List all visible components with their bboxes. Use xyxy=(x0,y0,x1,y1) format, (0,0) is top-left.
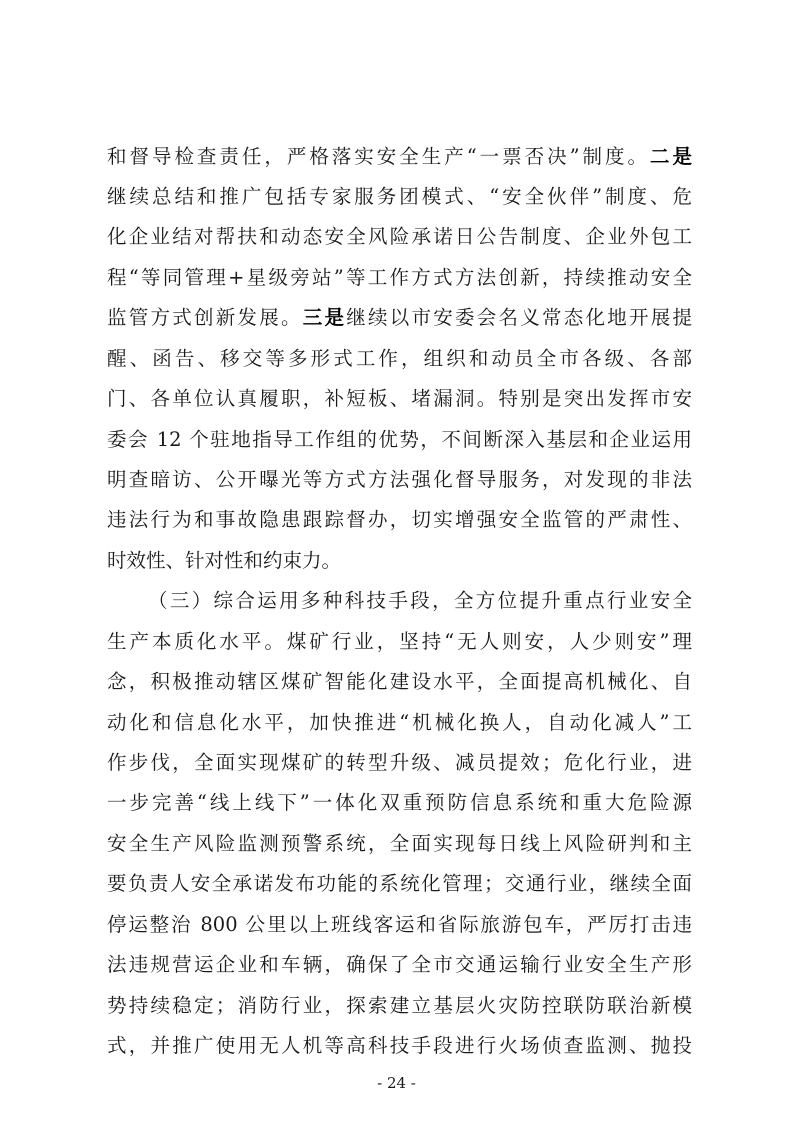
text-line xyxy=(107,217,692,257)
text-line xyxy=(107,703,692,743)
text-line xyxy=(107,177,692,217)
text-span: 生产本质化水平。煤矿行业，坚持“无人则安，人少则安”理 xyxy=(107,630,692,653)
bold-text-span: 三是 xyxy=(302,306,347,329)
text-span: 法违规营运企业和车辆，确保了全市交通运输行业安全生产形 xyxy=(107,953,692,976)
text-line xyxy=(107,783,692,823)
text-line xyxy=(107,743,692,783)
text-span: 门、各单位认真履职，补短板、堵漏洞。特别是突出发挥市安 xyxy=(107,387,692,410)
text-line xyxy=(107,622,692,662)
text-span: 醒、函告、移交等多形式工作，组织和动员全市各级、各部 xyxy=(107,347,692,370)
text-span: 违法行为和事故隐患跟踪督办，切实增强安全监管的严肃性、 xyxy=(107,508,692,531)
text-line xyxy=(107,339,692,379)
text-span: 念，积极推动辖区煤矿智能化建设水平，全面提高机械化、自 xyxy=(107,670,692,693)
text-span: 委会 12 个驻地指导工作组的优势，不间断深入基层和企业运用 xyxy=(107,428,692,451)
text-line xyxy=(107,379,692,419)
text-span: 程“等同管理+星级旁站”等工作方式方法创新，持续推动安全 xyxy=(107,266,692,289)
text-line xyxy=(107,137,692,177)
text-line xyxy=(107,258,692,298)
text-span: 作步伐，全面实现煤矿的转型升级、减员提效；危化行业，进 xyxy=(107,751,692,774)
text-span: 继续总结和推广包括专家服务团模式、“安全伙伴”制度、危 xyxy=(107,185,692,208)
text-line xyxy=(107,1026,692,1066)
text-span: 和督导检查责任，严格落实安全生产“一票否决”制度。 xyxy=(107,145,650,168)
text-span: 继续以市安委会名义常态化地开展提 xyxy=(346,306,692,329)
text-span: （三）综合运用多种科技手段，全方位提升重点行业安全 xyxy=(148,589,692,612)
section-heading-line xyxy=(148,581,692,621)
text-span: 监管方式创新发展。 xyxy=(107,306,303,329)
text-line xyxy=(107,500,692,540)
text-line xyxy=(107,298,692,338)
text-span: 明查暗访、公开曝光等方式方法强化督导服务，对发现的非法 xyxy=(107,468,692,491)
text-span: 安全生产风险监测预警系统，全面实现每日线上风险研判和主 xyxy=(107,832,692,855)
text-span: 时效性、针对性和约束力。 xyxy=(107,549,342,572)
text-span: 要负责人安全承诺发布功能的系统化管理；交通行业，继续全面 xyxy=(107,872,692,895)
text-line xyxy=(107,824,692,864)
text-line xyxy=(107,662,692,702)
text-line xyxy=(107,905,692,945)
text-span: 动化和信息化水平，加快推进“机械化换人，自动化减人”工 xyxy=(107,711,692,734)
text-line xyxy=(107,945,692,985)
text-span: 势持续稳定；消防行业，探索建立基层火灾防控联防联治新模 xyxy=(107,994,692,1017)
page-number: - 24 - xyxy=(377,1074,416,1092)
text-line xyxy=(107,460,692,500)
bold-text-span: 二是 xyxy=(650,145,692,168)
text-span: 式，并推广使用无人机等高科技手段进行火场侦查监测、抛投 xyxy=(107,1034,692,1057)
text-line xyxy=(107,864,692,904)
text-span: 停运整治 800 公里以上班线客运和省际旅游包车，严厉打击违 xyxy=(107,913,692,936)
text-line xyxy=(107,541,692,581)
text-line xyxy=(107,986,692,1026)
text-span: 化企业结对帮扶和动态安全风险承诺日公告制度、企业外包工 xyxy=(107,225,692,248)
text-line xyxy=(107,420,692,460)
text-span: 一步完善“线上线下”一体化双重预防信息系统和重大危险源 xyxy=(107,791,692,814)
